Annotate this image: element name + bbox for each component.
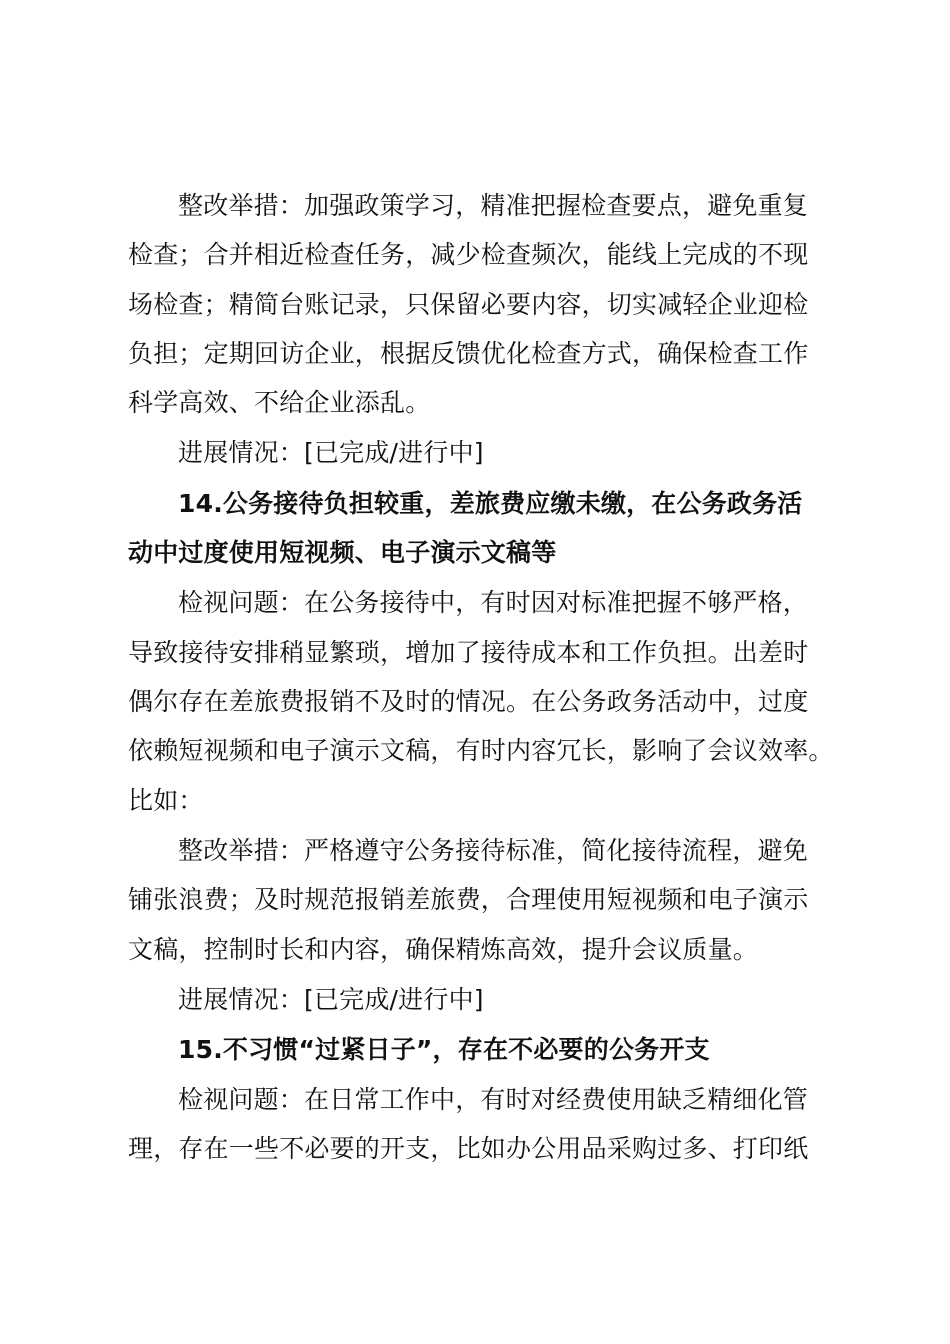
paragraph-line: 整改举措：严格遵守公务接待标准，简化接待流程，避免 [178,836,809,865]
paragraph-line: 依赖短视频和电子演示文稿，有时内容冗长，影响了会议效率。 [128,736,834,765]
progress-status-line: 进展情况：[已完成/进行中] [178,985,484,1014]
paragraph-line: 负担；定期回访企业，根据反馈优化检查方式，确保检查工作 [128,339,809,368]
section-heading-14: 14.公务接待负担较重，差旅费应缴未缴，在公务政务活 [178,489,803,518]
paragraph-line: 导致接待安排稍显繁琐，增加了接待成本和工作负担。出差时 [128,638,809,667]
paragraph-line: 检视问题：在日常工作中，有时对经费使用缺乏精细化管 [178,1085,809,1114]
paragraph-line: 科学高效、不给企业添乱。 [128,388,431,417]
paragraph-line: 场检查；精简台账记录，只保留必要内容，切实减轻企业迎检 [128,290,809,319]
paragraph-line: 偶尔存在差旅费报销不及时的情况。在公务政务活动中，过度 [128,687,809,716]
paragraph-line: 理，存在一些不必要的开支，比如办公用品采购过多、打印纸 [128,1134,809,1163]
section-heading-15: 15.不习惯“过紧日子”，存在不必要的公务开支 [178,1035,710,1064]
paragraph-line: 整改举措：加强政策学习，精准把握检查要点，避免重复 [178,191,809,220]
paragraph-line: 文稿，控制时长和内容，确保精炼高效，提升会议质量。 [128,935,759,964]
section-heading-14-continued: 动中过度使用短视频、电子演示文稿等 [128,538,557,567]
paragraph-line: 铺张浪费；及时规范报销差旅费，合理使用短视频和电子演示 [128,885,809,914]
paragraph-line: 检视问题：在公务接待中，有时因对标准把握不够严格， [178,588,809,617]
paragraph-line: 检查；合并相近检查任务，减少检查频次，能线上完成的不现 [128,240,809,269]
paragraph-line: 比如： [128,786,204,815]
progress-status-line: 进展情况：[已完成/进行中] [178,438,484,467]
